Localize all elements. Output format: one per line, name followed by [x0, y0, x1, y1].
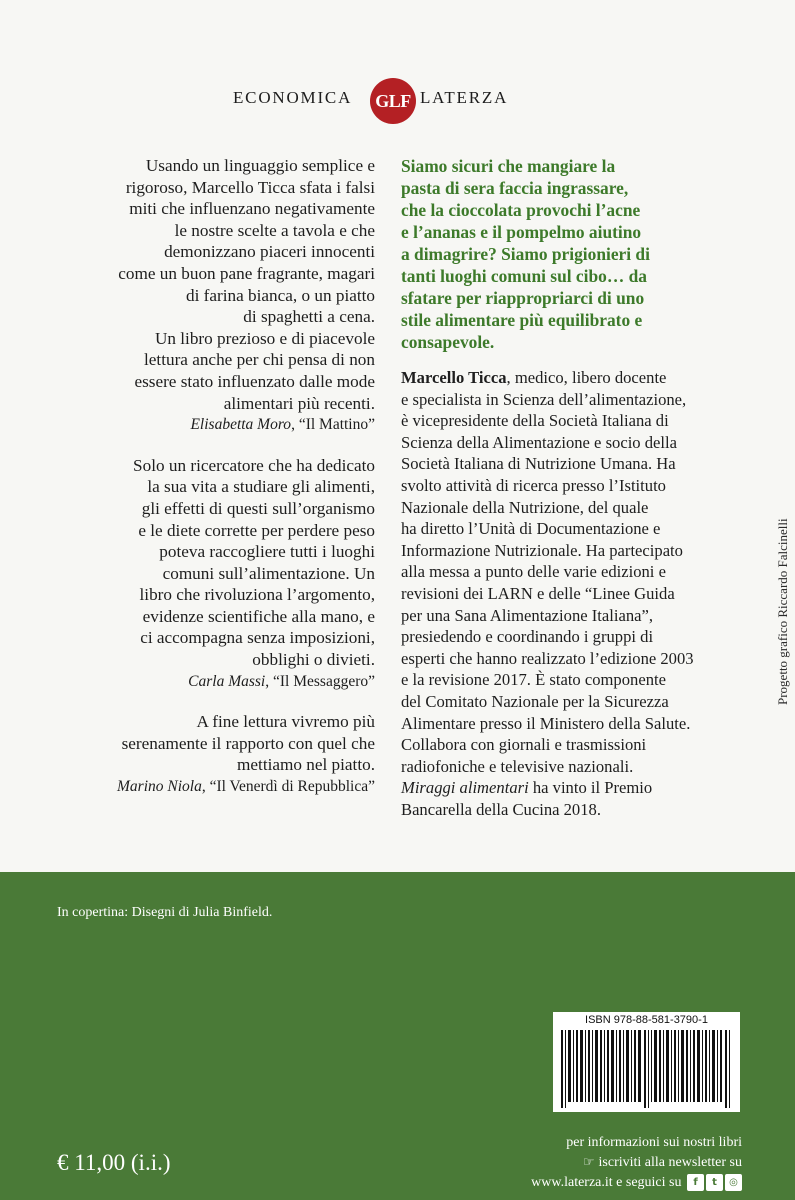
review-line: Un libro prezioso e di piacevole [154, 328, 375, 348]
review-author: Elisabetta Moro [190, 416, 292, 434]
blurb-line: sfatare per riappropriarci di uno [401, 288, 645, 308]
bio-line: presiedendo e coordinando i gruppi di [401, 627, 654, 647]
design-credit: Progetto grafico Riccardo Falcinelli [775, 518, 790, 705]
review-line: di spaghetti a cena. [243, 307, 375, 327]
review-3 [45, 711, 375, 797]
review-line: come un buon pane fragrante, magari [118, 263, 375, 283]
description-column [401, 155, 731, 820]
bio-line: Alimentare presso il Ministero della Salute. [401, 713, 691, 733]
review-line: A fine lettura vivremo più [196, 712, 375, 732]
review-line: obblighi o divieti. [252, 650, 375, 670]
author-name: Marcello Ticca [401, 368, 507, 387]
bio-line: Scienza della Alimentazione e socio della [401, 432, 677, 452]
review-source: , “Il Messaggero” [265, 672, 375, 690]
review-line: Usando un linguaggio semplice e [145, 156, 375, 175]
review-author: Marino Niola [117, 778, 202, 796]
instagram-icon[interactable]: ◎ [725, 1174, 742, 1191]
bio-line: Informazione Nutrizionale. Ha partecipato [401, 540, 683, 560]
blurb-line: che la cioccolata provochi l’acne [401, 200, 641, 220]
imprint-laterza: LATERZA [420, 88, 509, 107]
review-1 [45, 155, 375, 436]
cover-credit: In copertina: Disegni di Julia Binfield. [57, 905, 273, 920]
bio-line: svolto attività di ricerca presso l’Istituto [401, 475, 666, 495]
review-line: evidenze scientifiche alla mano, e [142, 606, 375, 626]
bio-line: Nazionale della Nutrizione, del quale [401, 497, 649, 517]
bio-line: revisioni dei LARN e delle “Linee Guida [401, 583, 675, 603]
facebook-icon[interactable]: f [687, 1174, 704, 1191]
blurb-highlight [401, 155, 731, 353]
blurb-line: a dimagrire? Siamo prigionieri di [401, 244, 650, 264]
glf-logo-icon: GLF [370, 78, 416, 124]
review-line: poteva raccogliere tutti i luoghi [159, 542, 375, 562]
info-line [480, 1173, 742, 1193]
newsletter-info [480, 1133, 742, 1193]
bio-line: Collabora con giornali e trasmissioni [401, 735, 647, 755]
price: € 11,00 (i.i.) [57, 1150, 171, 1175]
bio-line: per una Sana Alimentazione Italiana”, [401, 605, 654, 625]
bio-line: e specialista in Scienza dell’alimentazione, [401, 389, 687, 409]
bio-line: Bancarella della Cucina 2018. [401, 799, 601, 819]
review-attribution [45, 414, 375, 436]
review-line: gli effetti di questi sull’organismo [141, 498, 375, 518]
bio-line: è vicepresidente della Società Italiana di [401, 411, 669, 431]
bio-line: del Comitato Nazionale per la Sicurezza [401, 691, 669, 711]
imprint-economica: ECONOMICA [233, 88, 353, 107]
bio-line: alla messa a punto delle varie edizioni e [401, 562, 666, 582]
review-2 [45, 455, 375, 693]
author-bio [401, 367, 731, 820]
review-line: ci accompagna senza imposizioni, [140, 628, 375, 648]
info-line: per informazioni sui nostri libri [566, 1135, 742, 1150]
blurb-line: tanti luoghi comuni sul cibo… da [401, 266, 647, 286]
review-source: , “Il Mattino” [291, 416, 375, 434]
bio-line: Miraggi alimentari ha vinto il Premio [401, 778, 653, 798]
bio-line: Marcello Ticca, medico, libero docente [401, 368, 667, 387]
blurb-line: pasta di sera faccia ingrassare, [401, 178, 629, 198]
publisher-header [0, 80, 795, 130]
review-line: alimentari più recenti. [223, 393, 375, 413]
review-line: le nostre scelte a tavola e che [174, 220, 375, 240]
review-source: , “Il Venerdì di Repubblica” [201, 778, 375, 796]
blurb-line: consapevole. [401, 332, 495, 352]
website-link[interactable]: www.laterza.it e seguici su [531, 1175, 682, 1190]
review-line: essere stato influenzato dalle mode [134, 371, 375, 391]
bio-line: ha diretto l’Unità di Documentazione e [401, 519, 661, 539]
review-line: serenamente il rapporto con quel che [121, 733, 375, 753]
review-line: di farina bianca, o un piatto [186, 285, 375, 305]
info-line: ☞ iscriviti alla newsletter su [480, 1153, 742, 1173]
review-line: comuni sull’alimentazione. Un [162, 563, 375, 583]
hand-pointer-icon: ☞ [582, 1155, 595, 1170]
blurb-line: e l’ananas e il pompelmo aiutino [401, 222, 642, 242]
review-line: la sua vita a studiare gli alimenti, [147, 477, 375, 497]
blurb-line: stile alimentare più equilibrato e [401, 310, 643, 330]
reviews-column [45, 155, 375, 798]
review-line: miti che influenzano negativamente [129, 199, 375, 219]
bio-line: esperti che hanno realizzato l’edizione 2003 [401, 648, 694, 668]
isbn-number: ISBN 978-88-581-3790-1 [585, 1014, 708, 1026]
twitter-icon[interactable]: t [706, 1174, 723, 1191]
barcode-icon [559, 1030, 734, 1108]
review-attribution [45, 776, 375, 798]
review-line: lettura anche per chi pensa di non [144, 350, 375, 370]
review-line: demonizzano piaceri innocenti [164, 242, 375, 262]
review-line: Solo un ricercatore che ha dedicato [133, 455, 375, 475]
blurb-line: Siamo sicuri che mangiare la [401, 156, 616, 176]
review-attribution [45, 671, 375, 693]
bio-line: radiofoniche e televisive nazionali. [401, 756, 634, 776]
review-line: mettiamo nel piatto. [237, 755, 375, 775]
review-line: rigoroso, Marcello Ticca sfata i falsi [125, 177, 375, 197]
book-title: Miraggi alimentari [401, 778, 529, 798]
barcode-panel [553, 1012, 740, 1112]
bio-line: Società Italiana di Nutrizione Umana. Ha [401, 454, 676, 474]
review-author: Carla Massi [188, 672, 266, 690]
review-line: e le diete corrette per perdere peso [138, 520, 375, 540]
bio-line: e la revisione 2017. È stato componente [401, 670, 666, 690]
review-line: libro che rivoluziona l’argomento, [139, 585, 375, 605]
